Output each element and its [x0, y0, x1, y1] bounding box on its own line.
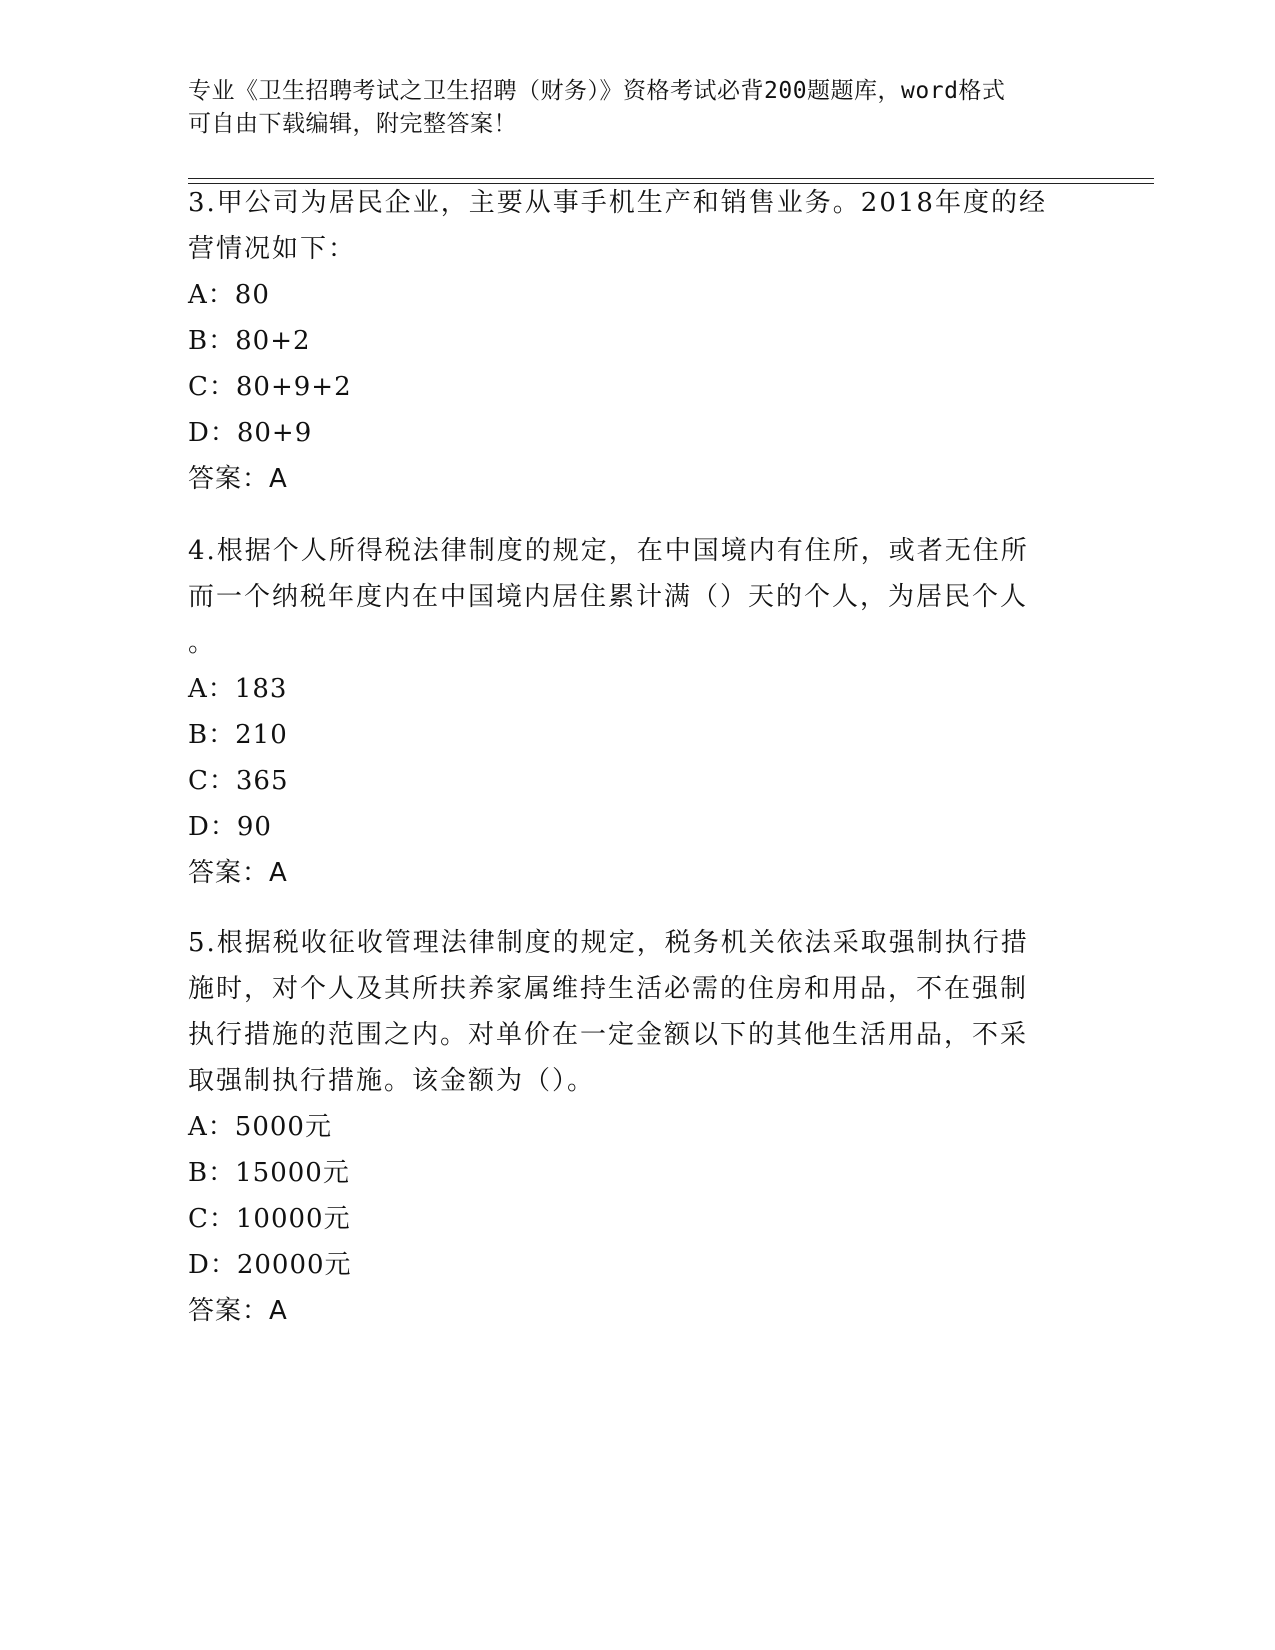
option-c: C：10000元 [188, 1204, 351, 1234]
option-c: C：80+9+2 [188, 372, 352, 402]
question-stem-line: 4.根据个人所得税法律制度的规定，在中国境内有住所，或者无住所 [188, 536, 1029, 566]
question-stem-line: 取强制执行措施。该金额为（）。 [188, 1066, 596, 1096]
answer-line: 答案：A [188, 858, 288, 888]
answer-line: 答案：A [188, 1296, 288, 1326]
question-5 [188, 920, 1068, 1334]
option-a: A：5000元 [188, 1112, 332, 1142]
option-b: B：210 [188, 720, 288, 750]
option-d: D：90 [188, 812, 272, 842]
question-stem-line: 5.根据税收征收管理法律制度的规定，税务机关依法采取强制执行措 [188, 928, 1029, 958]
option-b: B：80+2 [188, 326, 311, 356]
option-a: A：80 [188, 280, 270, 310]
question-stem-line: 3.甲公司为居民企业，主要从事手机生产和销售业务。2018年度的经 [188, 188, 1047, 218]
question-stem-line: 营情况如下： [188, 234, 357, 264]
question-stem-line: 。 [188, 628, 217, 658]
option-b: B：15000元 [188, 1158, 350, 1188]
answer-line: 答案：A [188, 464, 288, 494]
question-4 [188, 528, 1068, 896]
header-line-2: 可自由下载编辑，附完整答案！ [188, 111, 517, 137]
question-stem-line: 执行措施的范围之内。对单价在一定金额以下的其他生活用品，不采 [188, 1020, 1029, 1050]
option-a: A：183 [188, 674, 288, 704]
question-3 [188, 180, 1068, 502]
option-d: D：20000元 [188, 1250, 352, 1280]
option-d: D：80+9 [188, 418, 313, 448]
question-stem-line: 施时，对个人及其所扶养家属维持生活必需的住房和用品，不在强制 [188, 974, 1029, 1004]
option-c: C：365 [188, 766, 289, 796]
question-stem-line: 而一个纳税年度内在中国境内居住累计满（）天的个人，为居民个人 [188, 582, 1029, 612]
document-header [188, 75, 1068, 141]
header-line-1: 专业《卫生招聘考试之卫生招聘（财务）》资格考试必背200题题库，word格式 [188, 78, 1006, 104]
